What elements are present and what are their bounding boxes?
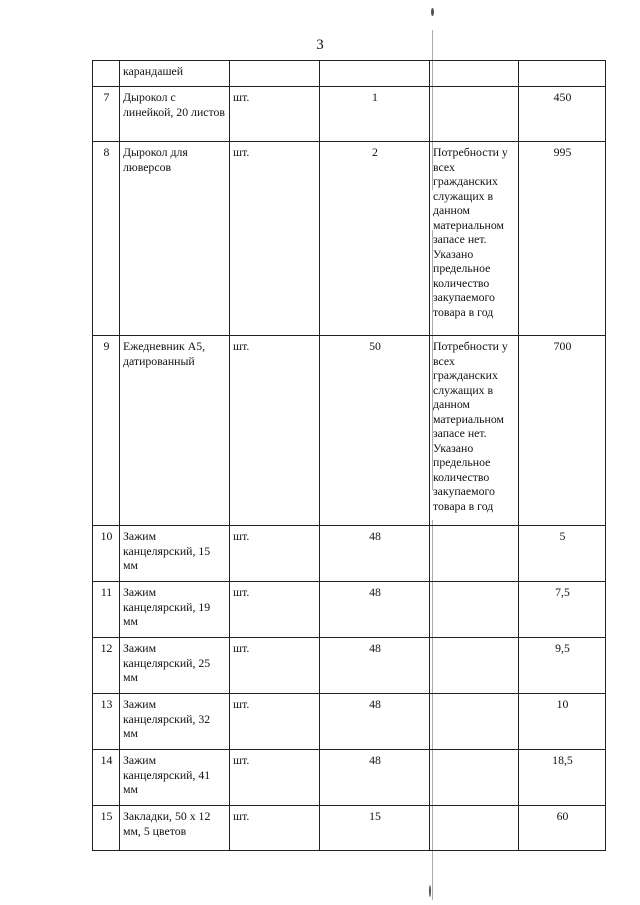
table-row bbox=[93, 336, 606, 526]
item-name-cell: Зажим канцелярский, 25 мм bbox=[120, 638, 230, 694]
quantity-cell: 48 bbox=[320, 638, 430, 694]
price-cell: 450 bbox=[519, 87, 606, 142]
row-number-cell: 15 bbox=[93, 806, 120, 851]
row-number-cell: 9 bbox=[93, 336, 120, 526]
quantity-cell: 15 bbox=[320, 806, 430, 851]
scan-speck bbox=[431, 8, 434, 16]
quantity-cell: 1 bbox=[320, 87, 430, 142]
note-cell bbox=[430, 526, 519, 582]
note-cell: Потребности у всех гражданских служащих в данном материальном запасе нет. Указано предельное количество закупаемого товара в год bbox=[430, 142, 519, 336]
table-row bbox=[93, 87, 606, 142]
price-cell: 60 bbox=[519, 806, 606, 851]
row-number-cell: 13 bbox=[93, 694, 120, 750]
row-number-cell: 10 bbox=[93, 526, 120, 582]
table-row bbox=[93, 638, 606, 694]
unit-cell: шт. bbox=[230, 87, 320, 142]
note-cell: Потребности у всех гражданских служащих в данном материальном запасе нет. Указано предельное количество закупаемого товара в год bbox=[430, 336, 519, 526]
price-cell: 7,5 bbox=[519, 582, 606, 638]
item-name-cell: Зажим канцелярский, 19 мм bbox=[120, 582, 230, 638]
quantity-cell: 50 bbox=[320, 336, 430, 526]
table-row bbox=[93, 526, 606, 582]
scan-speck bbox=[429, 885, 431, 897]
table-row bbox=[93, 750, 606, 806]
price-cell: 18,5 bbox=[519, 750, 606, 806]
row-number-cell: 7 bbox=[93, 87, 120, 142]
row-number-cell: 12 bbox=[93, 638, 120, 694]
item-name-cell: карандашей bbox=[120, 61, 230, 87]
note-cell bbox=[430, 806, 519, 851]
note-cell bbox=[430, 582, 519, 638]
unit-cell: шт. bbox=[230, 694, 320, 750]
note-cell bbox=[430, 694, 519, 750]
note-cell bbox=[430, 750, 519, 806]
row-number-cell: 14 bbox=[93, 750, 120, 806]
item-name-cell: Зажим канцелярский, 15 мм bbox=[120, 526, 230, 582]
note-cell bbox=[430, 61, 519, 87]
item-name-cell: Ежедневник А5, датированный bbox=[120, 336, 230, 526]
row-number-cell bbox=[93, 61, 120, 87]
unit-cell: шт. bbox=[230, 336, 320, 526]
price-cell: 700 bbox=[519, 336, 606, 526]
table-row bbox=[93, 806, 606, 851]
quantity-cell: 48 bbox=[320, 694, 430, 750]
row-number-cell: 11 bbox=[93, 582, 120, 638]
price-cell: 995 bbox=[519, 142, 606, 336]
specification-table bbox=[92, 60, 606, 851]
price-cell: 9,5 bbox=[519, 638, 606, 694]
quantity-cell: 48 bbox=[320, 526, 430, 582]
table-row bbox=[93, 61, 606, 87]
table-row bbox=[93, 582, 606, 638]
unit-cell bbox=[230, 61, 320, 87]
quantity-cell: 2 bbox=[320, 142, 430, 336]
price-cell: 10 bbox=[519, 694, 606, 750]
note-cell bbox=[430, 638, 519, 694]
note-cell bbox=[430, 87, 519, 142]
item-name-cell: Дырокол для люверсов bbox=[120, 142, 230, 336]
unit-cell: шт. bbox=[230, 750, 320, 806]
page-number: 3 bbox=[316, 37, 324, 53]
quantity-cell: 48 bbox=[320, 750, 430, 806]
price-cell bbox=[519, 61, 606, 87]
item-name-cell: Дырокол с линейкой, 20 листов bbox=[120, 87, 230, 142]
price-cell: 5 bbox=[519, 526, 606, 582]
item-name-cell: Закладки, 50 х 12 мм, 5 цветов bbox=[120, 806, 230, 851]
unit-cell: шт. bbox=[230, 142, 320, 336]
unit-cell: шт. bbox=[230, 582, 320, 638]
unit-cell: шт. bbox=[230, 806, 320, 851]
item-name-cell: Зажим канцелярский, 41 мм bbox=[120, 750, 230, 806]
unit-cell: шт. bbox=[230, 638, 320, 694]
item-name-cell: Зажим канцелярский, 32 мм bbox=[120, 694, 230, 750]
table-row bbox=[93, 142, 606, 336]
table-row bbox=[93, 694, 606, 750]
row-number-cell: 8 bbox=[93, 142, 120, 336]
quantity-cell: 48 bbox=[320, 582, 430, 638]
quantity-cell bbox=[320, 61, 430, 87]
unit-cell: шт. bbox=[230, 526, 320, 582]
